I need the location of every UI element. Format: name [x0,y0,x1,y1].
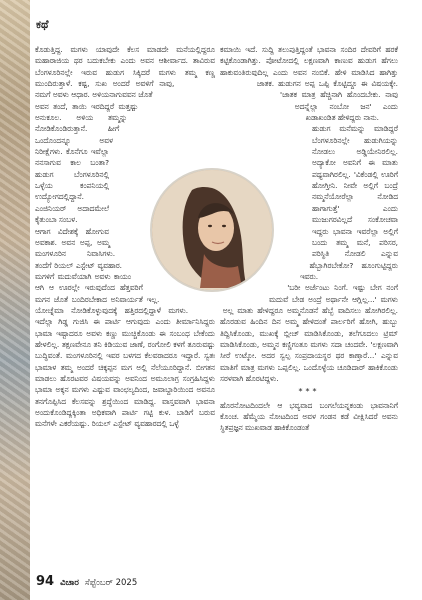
section-label: ಕಥೆ [36,18,49,31]
paragraph: ಆಗಾಗ ವಿದೇಶಕ್ಕೆ ಹೋಗುವ ಅವಕಾಶ. ಅವನ ಅಪ್ಪ, ಅಮ್ಮ ಮಂಗಳೂರಿನ ನಿವಾಸಿಗಳು. ತಂದೆಗೆ ರಿಯಲ್ ಎಸ್ಟೇಟ್ ವ್ಯವಹಾರ. ಮಗಳಿಗೆ ಮದುವೆಯಾಗಿ ಅವಳು ಕಾಯಂ ಆಗಿ ಆ ಊರಲ್ಲೇ ಇರುವುದೆಂದ ಹೆತ್ತವರಿಗೆ ಮಗನ ಜೊತೆ ಬಂದಿರಬೇಕಾದ ಅನಿವಾರ್ಯತೆ ಇಲ್ಲ. ಯೋಚ್ನೆಮಾ ನೋಡಿಕೊಳ್ಳುವುದಕ್ಕೆ ಹತ್ತಿರದಲ್ಲಿದ್ದಾಳೆ ಮಗಳು. ಇದೆಲ್ಲಾ ಗಿಡ್ಡ ಗುಜಿಸಿ ಈ ಪಾರ್ಟಿ ಆಗುವುದು ಎಂದು ತೀರ್ಮಾನಿಸಿದ್ದರು ಭಾಮಾ ಇಷ್ಟಾದರೂ ಅವಳು ಕಣ್ಣು ಮುಚ್ಚಿಕೊಂಡು ಈ ಸಂಬಂಧ ಬೇಕೆಂದು ಹೇಳಲಿಲ್ಲ. ತಕ್ಷಣವೇನೂ ತನಿ ಕಿಡಿಯುವ ಜಾಣೆ, ರಂಗೋಲಿ ಕಳಗೆ ತೂರುವಷ್ಟು ಬುದ್ಧಿವಂತೆ. ಮಂಗಳೂರಿನಲ್ಲಿ ಇವರ ಬಳಗದ ಕೆಲವರಾದರೂ ಇದ್ದಾರೆ. ಸ್ವತಃ ಭಾಮಾಳ ತಮ್ಮ ಅಂದರೆ ಚಿಕ್ಕಪ್ಪನ ಮಗ ಅಲ್ಲಿ ನೆಲೆಯೂರಿದ್ದಾನೆ. ಬೀಗತನ ಮಾಡಲು ಹೊರಟವರ ವಿಷಯವನ್ನು ಅವನಿಂದ ಅಮೂಲಾಗ್ರ ಸಂಗ್ರಹಿಸಿದ್ದಳು ಭಾಮಾ ಅಕ್ಕನ ಮಗಳು ಎಷ್ಟುವ ವಾಂಛಲ್ಯದಿಂದ, ಜವಾಬ್ದಾರಿಯಿಂದ ಅವನೂ ತನಗೊಪ್ಪಿಸಿದ ಕೆಲಸವನ್ನು ಶ್ರದ್ಧೆಯಿಂದ ಮಾಡಿದ್ದ. ವಾಸ್ತವವಾಗಿ ಭಾವನಾ ಅಂದುಕೊಂಡಿದ್ದಕ್ಕಿಂತಾ ಅಧಿಕವಾಗಿ ಪಾರ್ಟಿ ಗಟ್ಟಿ ಕುಳ. ಬಾಡಿಗೆ ಬರುವ ಮನೆಗಳೇ ಎಕರೆಯಷ್ಟು. ರಿಯಲ್ ಎಸ್ಟೇಟ್ ವ್ಯವಹಾರದಲ್ಲಿ ಒಳ್ಳೆ [35,226,215,429]
paragraph: ಕಮಾಯಿ ಇದೆ. ಸುದ್ದಿ ತಲುಪುತ್ತಿದ್ದಂತೆ ಭಾವನಾ ಸಂದಿರ ದೇವರಿಗೆ ಹರಕೆ ಕಟ್ಟಿಕೊಂಡಾಗಿತ್ತು. ಪೋಟೋದಲ್ಲಿ ಲಕ್ಷಣವಾಗಿ ಕಾಣುವ ಹುಡುಗ ಹೆಗಲು ಹಾಕುವಂತಿರುವುದಿಲ್ಲ ಎಂದು ಅವನ ನಂಬಿಕೆ. ಹೇಳಿ ಮಾಡಿಸಿದ ಹಾಗಿತ್ತು ಜಾತಕ. ಹುಡುಗನ ಅಪ್ಪ ಒಪ್ಪಿ ಕೊಟ್ಟಿದ್ದೂ ಈ ವಿಷಯಕ್ಕೇ. 'ಜಾತಕ ಮಾತ್ರ ಹೆಚ್ಚಿನಾಗಿ ಹೊಂದಬೇಕು. ನಾವು ಅದನ್ನೆಲ್ಲಾ ನಂಬೋ ಜನ' ಎಂದು ಖಡಾಖಂಡಿತ ಹೇಳಿದ್ದರು ನಾನು. [220,45,398,123]
story-illustration [150,168,274,292]
section-separator: *** [298,387,320,397]
issue-date: ಸೆಪ್ಟೆಂಬರ್ 2025 [84,578,138,588]
page-footer [36,574,137,589]
paragraph: ಹೊರನೋಟದಿಂದಲೇ ಆ ಭವ್ಯವಾದ ಬಂಗಲೆಯನ್ನಕಂಡು ಭಾವನಾನಿಗೆ ಕೊಂಚ. ಹೆಮ್ಮೆಯ ನೋಟದಿಂದ ಅವಳ ಗಂಡನ ಕಡೆ ವೀಕ್ಷಿಸಿದರೆ ಅವನು ಸ್ಥಿತಪ್ರಜ್ಞನ ಮುಖವಾಡ ಹಾಕಿಕೊಂಡಂತೆ [220,400,398,433]
paragraph: 'ಬರೀ ಅರ್ಜೆಂಟು ನಿಂಗೆ. ಇಷ್ಟು ಬೇಗ ನಂಗೆ ಮದುವೆ ಬೇಡ ಅಂದ್ರೆ ಅರ್ಥಾನೇ ಆಗ್ಲಿಲ್ಲ...' ಮಗಳು ಅಲ್ಲ ಮಾತು ಹೇಳಿದ್ದರೂ ಅಮ್ಮನೊಡನೆ ಹೆಬ್ಬೆ ವಾದಿಸಲು ಹೋಗಿರಲಿಲ್ಲ. ಹೊರಡುವ ಹಿಂದಿನ ದಿನ ಅಮ್ಮ ಹೇಳಿದಂತೆ ಪಾರ್ಲರಿಗೆ ಹೋಗಿ, ಹುಬ್ಬು ತಿದ್ದಿಸಿಕೊಂಡು, ಮುಖಕ್ಕೆ ಬ್ಲೀಚ್ ಮಾಡಿಸಿಕೊಂಡು, ತಲೆಗೂದಲು ಟ್ರಿಮ್ ಮಾಡಿಸಿಕೊಂಡು, ಅಮ್ಮನ ಕಣ್ಣಿಗಂತೂ ಮಗಳು ಸದಾ ಚಂದವೇ. 'ಲಕ್ಷಣವಾಗಿ ಸೀರೆ ಉಟ್ಕೋ. ಅದರ ಸ್ವಲ್ಪ ಸಂಪ್ರದಾಯಸ್ಥರ ಥರ ಕಾಣ್ತಾರೆ...' ಎನ್ನುವ ಮಾತಿಗೆ ಮಾತ್ರ ಮಗಳು ಒಪ್ಪಲಿಲ್ಲ. ಒಂದೊಳ್ಳೆಯ ಚೂಡಿದಾರ್ ಹಾಕಿಕೊಂಡು ಸರಳವಾಗಿ ಹೊರಟಿದ್ದಳು. [220,283,398,383]
page-number: 94 [36,574,55,589]
magazine-name: ವಿಚಾರ [60,578,79,588]
right-text-column [220,44,398,570]
decorative-art-strip [0,0,30,600]
left-text-column [35,44,215,570]
paragraph: ಹುಡುಗ ಮನೆಮನ್ನು ಮಾಡಿದ್ದರೆ ಬೆಂಗಳೂರಿನಲ್ಲೇ ಹುಡುಗಿಯನ್ನು ನೋಡಲು ಅಡ್ಡಿಯೇನಿರಲಿಲ್ಲ. ಅದ್ಯಾಕೋ ಅವನಿಗೆ ಈ ಮಾತು ಪಥ್ಯವಾಗಿರಲಿಲ್ಲ. 'ವಿಕೆಂಡಲ್ಲಿ ಊರಿಗೆ ಹೋಗ್ತೀನಿ. ನೀವೇ ಅಲ್ಲಿಗೆ ಬಂದ್ರೆ ನಮ್ಮನೆಯೋರೆಲ್ಲಾ ನೋಡಿದ ಹಾಗಾಗುತ್ತೆ' ಎಂದು ಮುಜುಗರವಿಲ್ಲದೆ ಸಂಕೋಚವಾ ಇದ್ದರು ಭಾವನಾ ಇವರೆಲ್ಲಾ ಅಲ್ಲಿಗೆ ಬಂದು ತಮ್ಮ ಮನೆ, ಪರಿಸರ, ಪರಿಸ್ಥಿತಿ ನೋಡಲಿ ಎನ್ನುವ ಹೆಬ್ಬಾಗಿರಬೇಕೋ? ಹೂಂಗುಟ್ಟಿದ್ದರು ಇವರು. [299,124,398,281]
paragraph: ಕೊಡುತ್ತಿದ್ದ. ಮಗಳು ಯಾವುದೇ ಕೆಲಸ ಮಾಡದೇ ಮನೆಯಲ್ಲಿದ್ದರೂ ಮಹಾರಾಜಿಯ ಥರ ಬದುಕಬೇಕು ಎಂದು ಅವನ ಆಶೀರ್ವಾದ. ತಾವಿರುವ ಬೆಂಗಳೂರಿನಲ್ಲೇ ಇರುವ ಹುಡುಗ ಸಿಕ್ಕಿದರೆ ಮಗಳು ತಮ್ಮ ಕಣ್ಣ ಮುಂದಿರುತ್ತಾಳೆ. ಕಷ್ಟ, ಸುಖ ಅಂದರೆ ಅವಳಿಗೆ ನಾವು, ನಮಗೆ ಅವಳು ಆಧಾರ. ಅಳಿಯನಾಗುವವನ ಜೊತೆ ಅವನ ತಂದೆ, ತಾಯಿ ಇರದಿದ್ದರೆ ಮತ್ತಷ್ಟು ಅನುಕೂಲ. ಅಳಿಯ ತಮ್ಮನ್ನು ನೋಡಿಕೊಂಡಿರುತ್ತಾನೆ. ಹೀಗೆ ಒಂದೊಂದನ್ನೂ ಅವಳ ನಿರೀಕ್ಷೆಗಳು. ಕೊನೆಗೂ ಇವೆಲ್ಲಾ ನನಸಾಗುವ ಕಾಲ ಬಂತಾ? ಹುಡುಗ ಬೆಂಗಳೂರಿನಲ್ಲಿ ಒಳ್ಳೆಯ ಕಂಪನಿಯಲ್ಲಿ ಉದ್ಯೋಗದಲ್ಲಿದ್ದಾನೆ. ಎಂಜಿನಿಯರ್ ಅದಾದಮೇಲೆ ಕೈತುಂಬಾ ಸಂಬಳ. [35,45,215,225]
